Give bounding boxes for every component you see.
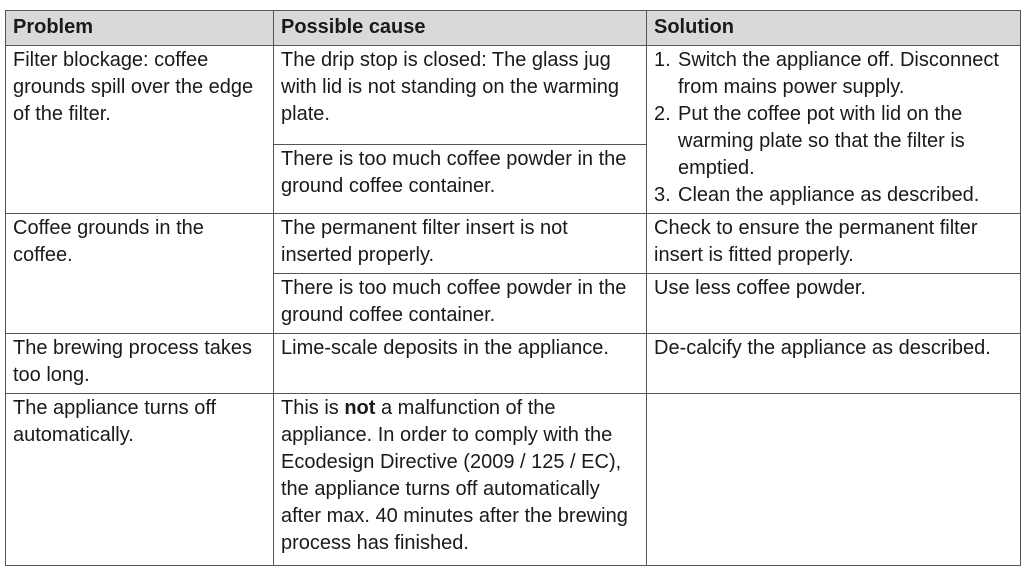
cause-cell: The drip stop is closed: The glass jug with lid is not standing on the warming plate.	[274, 46, 647, 145]
cause-cell	[274, 394, 647, 566]
header-row	[6, 11, 1021, 46]
cause-cell: The permanent filter insert is not inserted properly.	[274, 214, 647, 274]
problem-cell: The brewing process takes too long.	[6, 334, 274, 394]
cause-cell: There is too much coffee powder in the ground coffee container.	[274, 274, 647, 334]
solution-step	[654, 101, 1013, 182]
table-row	[6, 214, 1021, 274]
solution-cell	[647, 46, 1021, 214]
step-text: Clean the appliance as described.	[678, 184, 980, 206]
troubleshooting-table	[5, 10, 1021, 566]
step-number: 2.	[654, 103, 671, 125]
step-text: Switch the appliance off. Disconnect from mains power supply.	[678, 49, 999, 98]
solution-step	[654, 47, 1013, 101]
step-text: Put the coffee pot with lid on the warming plate so that the filter is emptied.	[678, 103, 965, 179]
solution-cell: Use less coffee powder.	[647, 274, 1021, 334]
problem-cell: Coffee grounds in the coffee.	[6, 214, 274, 334]
solution-cell-empty	[647, 394, 1021, 566]
solution-step	[654, 182, 1013, 209]
solution-cell: De-calcify the appliance as described.	[647, 334, 1021, 394]
header-solution: Solution	[647, 11, 1021, 46]
header-possible-cause: Possible cause	[274, 11, 647, 46]
cause-cell: There is too much coffee powder in the ground coffee container.	[274, 145, 647, 214]
step-number: 3.	[654, 184, 671, 206]
solution-cell: Check to ensure the permanent filter insert is fitted properly.	[647, 214, 1021, 274]
cause-cell: Lime-scale deposits in the appliance.	[274, 334, 647, 394]
table-row	[6, 394, 1021, 566]
problem-cell: The appliance turns off automatically.	[6, 394, 274, 566]
problem-cell: Filter blockage: coffee grounds spill over the edge of the filter.	[6, 46, 274, 214]
table-row	[6, 334, 1021, 394]
step-number: 1.	[654, 49, 671, 71]
header-problem: Problem	[6, 11, 274, 46]
cause-text-start: This is	[281, 397, 345, 419]
cause-text-end: a malfunction of the appliance. In order to comply with the Ecodesign Directive (2009 / 125 / EC), the appliance turns off automatically after max. 40 minutes after the brewing process has finished.	[281, 397, 628, 554]
cause-text-emphasis: not	[344, 397, 376, 419]
table-row	[6, 46, 1021, 145]
solution-steps-list	[654, 47, 1013, 209]
